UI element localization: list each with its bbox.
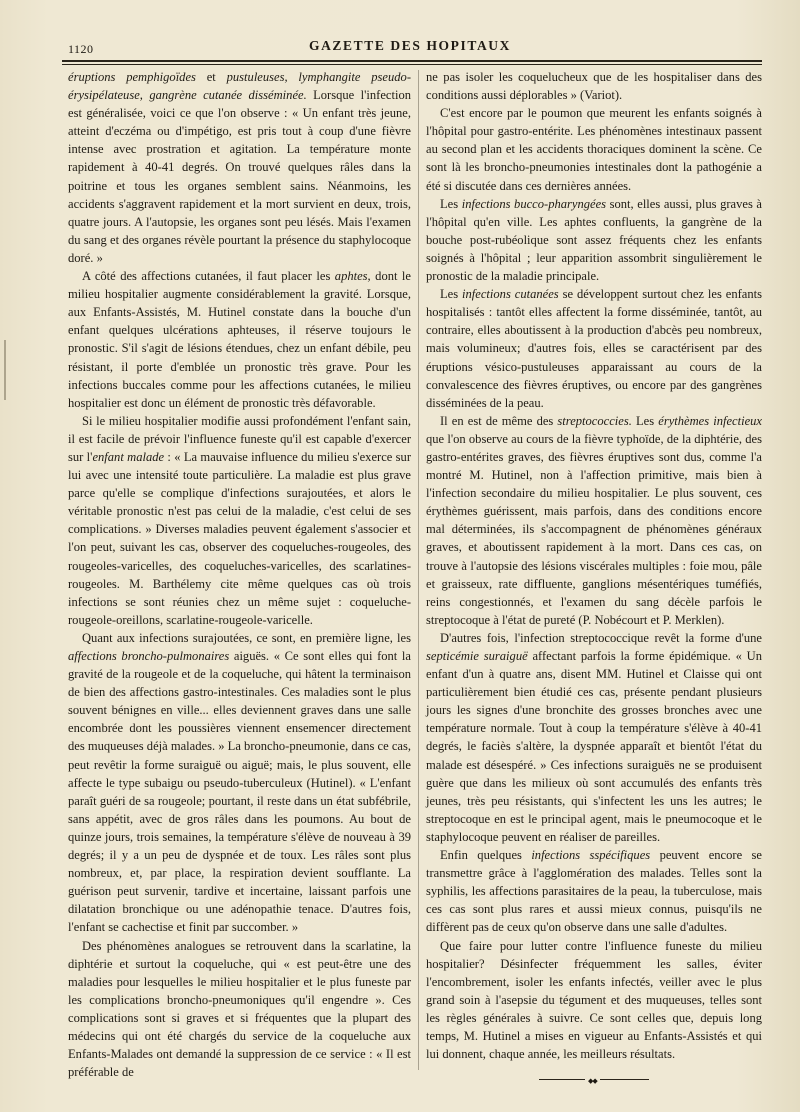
page-header <box>60 36 760 58</box>
article-paragraph <box>68 629 411 937</box>
paragraph-text: Les <box>440 287 463 302</box>
paragraph-text: peuvent encore se transmettre grâce à l'agglomération des malades. Telles sont la syphilis, les affections parasitaires de la peau, la tuberculose, mais ces cas sont plus rares et aussi mieux connus, puisqu'ils ne diffèrent pas de ceux qu'on observe dans une salle d'adultes. <box>426 848 763 935</box>
italic-term: érythèmes infectieux <box>658 413 763 428</box>
page-number: 1120 <box>68 42 94 56</box>
column-divider <box>418 70 419 1070</box>
paragraph-text: Les <box>440 196 462 211</box>
paragraph-text: ne pas isoler les coquelucheux que de les hospitaliser dans des conditions aussi déplorables » (Variot). <box>426 70 762 103</box>
paragraph-text: affectant parfois la forme épidémique. « Un enfant d'un à quatre ans, disent MM. Hutinel et Claisse qui ont particulièrement bien étudié ces cas, présente pendant plusieurs jours les signes d'une bronchite des grosses bronches avec une température normale. Tout à coup la température s'élève à 40-41 degrés, le faciès s'altère, la dyspnée apparaît et bientôt l'état du malade est désespéré. » Ces infections suraiguës ne se produisent guère que dans les milieux où sont accumulés des enfants très jeunes, très peu résistants, qui s'infectent les uns les autres; le streptocoque en est le principal agent, mais le pneumocoque et le staphylocoque peuvent en réaliser de pareilles. <box>426 649 762 844</box>
paragraph-text: se développent surtout chez les enfants hospitalisés : tantôt elles affectent la forme disséminée, tantôt, au contraire, elles aboutissent à la production d'abcès peu nombreux, mais volumineux; d'autres fois, elles se caractérisent par des éruptions vésico-pustuleuses apparaissant au cours de la convalescence des fièvres éruptives, ou encore par des gangrènes disséminées de la peau. <box>426 287 762 410</box>
header-rule-thick <box>62 60 762 62</box>
article-paragraph <box>68 412 411 629</box>
article-paragraph <box>426 629 762 846</box>
paragraph-text: Quant aux infections surajoutées, ce sont, en première ligne, les <box>82 630 411 645</box>
paragraph-text: sont, elles aussi, plus graves à l'hôpital qu'en ville. Les aphtes confluents, la gangrène de la bouche post-rubéolique sont assez fréquents chez les enfants soignés à l'hôpital ; leur apparition assombrit singulièrement le pronostic de la maladie principale. <box>426 196 762 284</box>
italic-term: streptococcies. <box>557 413 632 428</box>
running-title: GAZETTE DES HOPITAUX <box>308 38 512 53</box>
paragraph-text: : « La mauvaise influence du milieu s'exerce sur lui avec une intensité toute particulière. La maladie est plus grave parce qu'elle se complique d'infections surajoutées, et alors le véritable pronostic n'est pas celui de la maladie, c'est celui de ses complications. » Diverses maladies peuvent également s'associer et l'on peut, suivant les cas, observer des coqueluches-rougeoles, des rougeoles-varicelles, des coqueluches-varicelles, des scarlatines-rougeoles. M. Barthélemy cite même quelques cas où trois infections se sont réunies chez un même sujet : coqueluche-rougeole-oreillons, scarlatine-rougeole-varicelle. <box>68 449 412 627</box>
paragraph-text: Enfin quelques <box>440 848 532 863</box>
paragraph-text: Lorsque l'infection est généralisée, voici ce que l'on observe : « Un enfant très jeune, atteint d'eczéma ou d'impétigo, est pris tout à coup d'une fièvre intense avec prostration et agitation. La température monte rapidement à 40-41 degrés. On trouvé quelques râles dans la poitrine et tous les organes semblent sains. Néanmoins, les accidents s'aggravent rapidement et la mort survient en deux, trois, quatre jours. A l'autopsie, les organes sont peu lésés. Mais l'examen du sang et des organes révèle pourtant la présence du staphylocoque doré. » <box>68 88 411 265</box>
paragraph-text: dont le milieu hospitalier augmente considérablement la gravité. Lorsque, aux Enfants-Assistés, M. Hutinel constate dans la bouche d'un enfant quelques ulcérations aphteuses, il réserve toujours le pronostic. S'il s'agit de lésions étendues, chez un enfant débile, peu résistant, il porte d'emblée un pronostic très grave. Pour les infections buccales comme pour les affections cutanées, le milieu hospitalier est donc un élément de pronostic très défavorable. <box>68 269 411 410</box>
page-edge-mark <box>4 340 6 400</box>
article-paragraph <box>426 68 762 104</box>
article-paragraph <box>426 285 762 412</box>
article-paragraph <box>426 937 762 1064</box>
left-column <box>68 68 411 1081</box>
right-column <box>426 68 762 1083</box>
paragraph-text: Il en est de même des <box>440 413 558 428</box>
article-paragraph <box>426 195 762 285</box>
paragraph-text: Que faire pour lutter contre l'influence funeste du milieu hospitalier? Désinfecter fréquemment les salles, éviter l'encombrement, isoler les enfants infectés, veiller avec le plus grand soin à l'asepsie du tégument et des muqueuses, telles sont les règles générales à suivre. Ce sont celles que, depuis long temps, M. Hutinel a mises en vigueur au Enfants-Assistés et qui lui donnent, chaque année, les meilleurs résultats. <box>426 938 762 1062</box>
italic-term: affections broncho-pulmonaires <box>68 649 230 663</box>
end-ornament <box>539 1077 649 1083</box>
article-paragraph <box>68 68 411 267</box>
article-paragraph <box>426 846 762 936</box>
article-paragraph <box>426 412 762 629</box>
italic-term: infections cutanées <box>462 287 559 302</box>
italic-term: éruptions pemphigoïdes <box>68 70 196 84</box>
paragraph-text: que l'on observe au cours de la fièvre typhoïde, de la diphtérie, des gastro-entérites graves, des fièvres éruptives sont dus, comme l'a montré M. Hutinel, non à l'affection primitive, mais bien à l'infection secondaire du milieu hospitalier. Le plus souvent, ces érythèmes guérissent, mais parfois, dans des conditions encore mal déterminées, ils s'accompagnent de phénomènes généraux graves, et aboutissent rapidement à la mort. Dans ces cas, on trouve à l'autopsie des lésions viscérales multiples : foie mou, pâle et graisseux, rate diffluente, ganglions mésentériques tuméfiés, reins congestionnés, et l'examen du sang décèle parfois le streptocoque à l'état de pureté (P. Nobécourt et P. Merklen). <box>426 431 762 627</box>
right-column-body <box>426 68 762 1063</box>
paragraph-text: et <box>195 70 227 84</box>
paragraph-text: Si le milieu hospitalier modifie aussi profondément l'enfant sain, il est facile de prévoir l'influence funeste qu'il est capable d'exercer sur l' <box>68 413 411 464</box>
article-paragraph <box>68 267 411 412</box>
paragraph-text: Les <box>631 413 659 428</box>
paragraph-text: A côté des affections cutanées, il faut placer les <box>82 269 335 284</box>
italic-term: infections sspécifiques <box>531 848 651 863</box>
header-rule-thin <box>62 64 762 65</box>
paragraph-text: aiguës. « Ce sont elles qui font la gravité de la rougeole et de la coqueluche, qui hâtent la terminaison de bien des affections gastro-intestinales. Ces maladies sont le plus souvent bénignes en ville... elles deviennent graves dans une salle encombrée dont les poussières viennent ensemencer directement des muqueuses déjà malades. » La broncho-pneumonie, dans ce cas, peut revêtir la forme suraiguë ou aiguë; mais, le plus souvent, elle affecte le type subaigu ou pseudo-tuberculeux (Hutinel). « L'enfant paraît guéri de sa rougeole; pourtant, il reste dans un état subfébrile, sans appétit, avec de gros râles dans les poumons. Au bout de quinze jours, trois semaines, la température s'élève de nouveau à 39 degrés; il y a un peu de dyspnée et de toux. Les râles sont plus nombreux, et, par place, la respiration devient soufflante. La guérison peut survenir, tardive et incertaine, laissant parfois une dilatation bronchique ou une adénopathie tenace. D'autres fois, l'enfant se cachectise et finit par succomber. » <box>68 649 411 935</box>
italic-term: aphtes, <box>334 269 371 284</box>
article-paragraph <box>426 104 762 194</box>
paragraph-text: Des phénomènes analogues se retrouvent dans la scarlatine, la diphtérie et surtout la coqueluche, qui « est peut-être une des maladies pour lesquelles le milieu hospitalier et le plus funeste par les complications broncho-pneumoniques qu'il engendre ». Ces complications sont si graves et si fréquentes que la plupart des médecins qui ont été chargés du service de la coqueluche aux Enfants-Malades ont demandé la suppression de ce service : « Il est préférable de <box>68 938 411 1080</box>
paragraph-text: D'autres fois, l'infection streptococcique revêt la forme d'une <box>440 630 762 645</box>
italic-term: septicémie suraiguë <box>426 649 528 663</box>
italic-term: pustuleuses, lymphangite pseudo-érysipélateuse, gangrène cutanée disséminée. <box>68 70 411 103</box>
italic-term: infections bucco-pharyngées <box>461 196 607 211</box>
paragraph-text: C'est encore par le poumon que meurent les enfants soignés à l'hôpital pour gastro-entérite. Les phénomènes intestinaux passent au second plan et les accidents thoraciques dominent la scène. Ce sont là les broncho-pneumonies intestinales dont la pathogénie a été si discutée dans ces dernières années. <box>426 106 762 193</box>
article-paragraph <box>68 937 411 1082</box>
italic-term: enfant malade <box>92 449 165 464</box>
